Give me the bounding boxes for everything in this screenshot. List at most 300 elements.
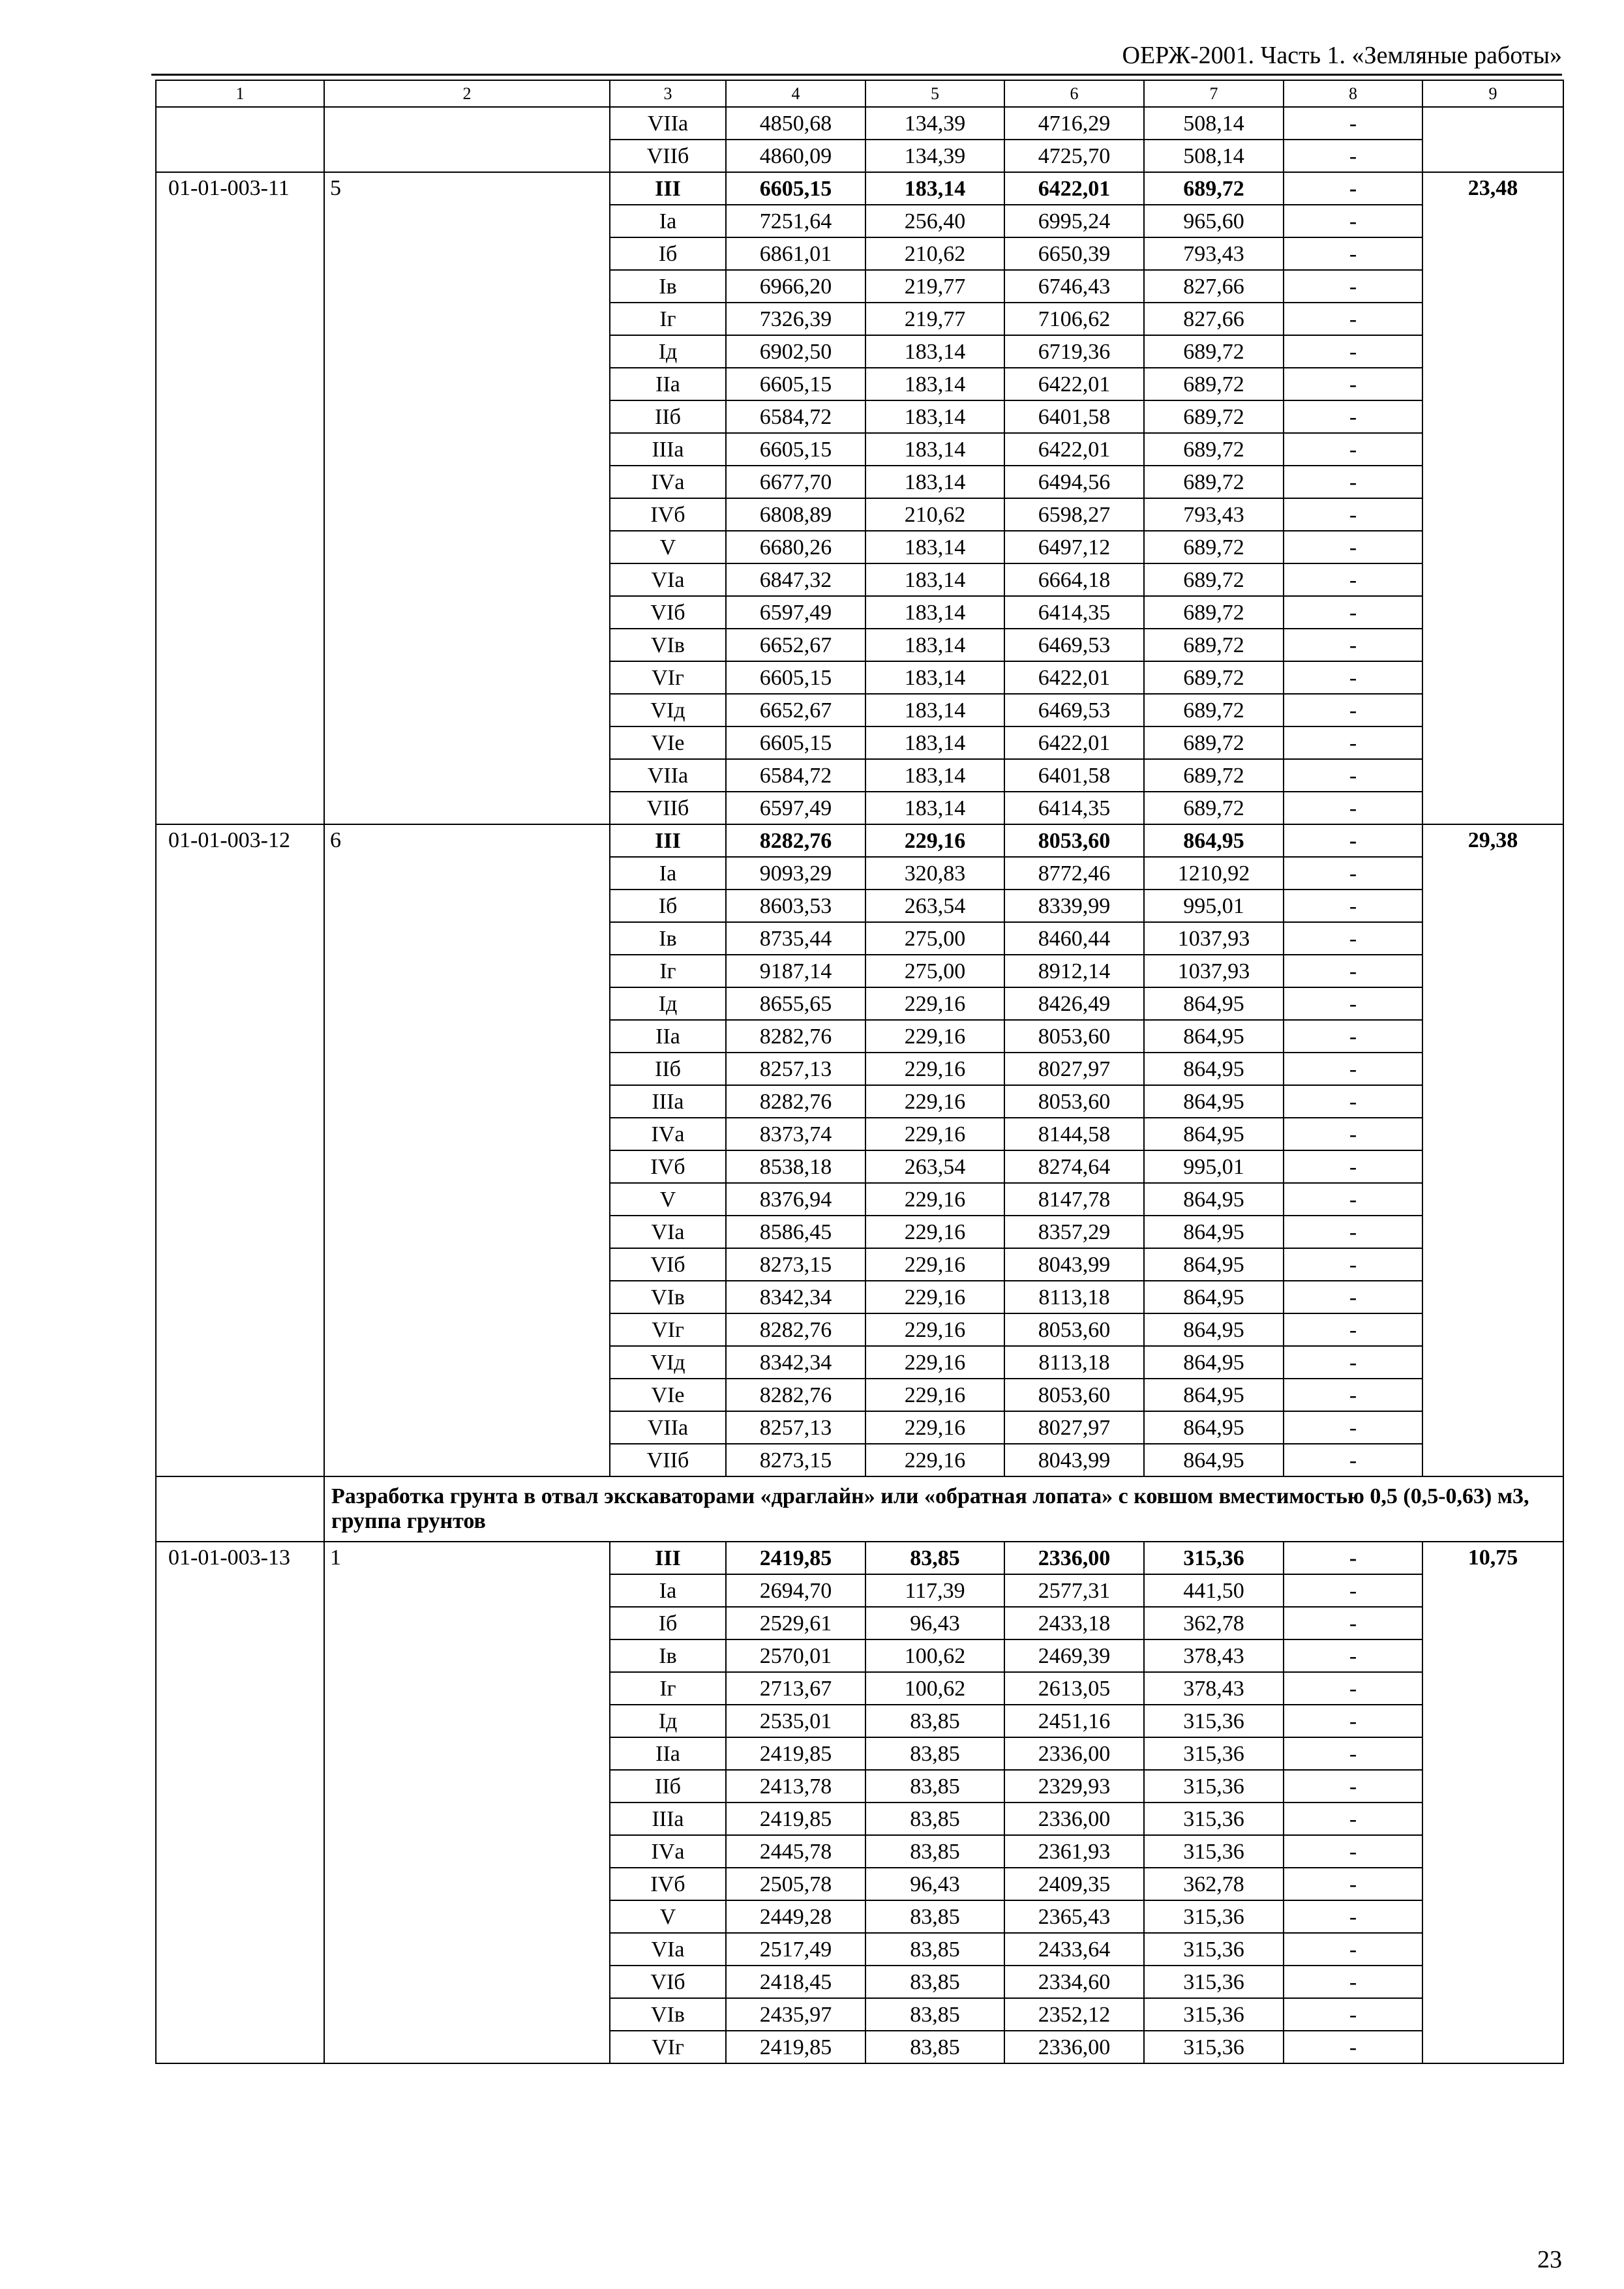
wages-cell: 229,16 xyxy=(865,1053,1004,1085)
column-number: 5 xyxy=(865,80,1004,107)
soil-group-cell: Iг xyxy=(610,955,726,987)
table-row xyxy=(156,824,1563,857)
materials-cell: - xyxy=(1284,237,1422,270)
machine-cost-cell: 2433,18 xyxy=(1004,1607,1144,1639)
operator-wages-cell: 689,72 xyxy=(1144,759,1284,792)
wages-cell: 83,85 xyxy=(865,1933,1004,1966)
wages-cell: 134,39 xyxy=(865,140,1004,172)
total-cost-cell: 8603,53 xyxy=(726,890,865,922)
machine-cost-cell: 6401,58 xyxy=(1004,400,1144,433)
total-cost-cell: 6605,15 xyxy=(726,433,865,466)
soil-group-cell: VIб xyxy=(610,1966,726,1998)
total-cost-cell: 4860,09 xyxy=(726,140,865,172)
materials-cell: - xyxy=(1284,1933,1422,1966)
operator-wages-cell: 315,36 xyxy=(1144,1900,1284,1933)
soil-group-cell: IVа xyxy=(610,1118,726,1150)
total-cost-cell: 6584,72 xyxy=(726,759,865,792)
operator-wages-cell: 995,01 xyxy=(1144,890,1284,922)
machine-cost-cell: 8144,58 xyxy=(1004,1118,1144,1150)
machine-cost-cell: 2433,64 xyxy=(1004,1933,1144,1966)
operator-wages-cell: 508,14 xyxy=(1144,140,1284,172)
machine-cost-cell: 2336,00 xyxy=(1004,2031,1144,2063)
soil-group-cell: VIг xyxy=(610,1313,726,1346)
soil-group-cell: V xyxy=(610,1900,726,1933)
materials-cell: - xyxy=(1284,1966,1422,1998)
materials-cell: - xyxy=(1284,1085,1422,1118)
wages-cell: 210,62 xyxy=(865,237,1004,270)
wages-cell: 183,14 xyxy=(865,466,1004,498)
soil-group-cell: Iв xyxy=(610,1639,726,1672)
total-cost-cell: 6597,49 xyxy=(726,792,865,824)
total-cost-cell: 6677,70 xyxy=(726,466,865,498)
operator-wages-cell: 689,72 xyxy=(1144,335,1284,368)
machine-cost-cell: 2451,16 xyxy=(1004,1705,1144,1737)
machine-cost-cell: 6497,12 xyxy=(1004,531,1144,563)
machine-cost-cell: 2336,00 xyxy=(1004,1542,1144,1574)
wages-cell: 96,43 xyxy=(865,1868,1004,1900)
operator-wages-cell: 864,95 xyxy=(1144,1346,1284,1379)
operator-wages-cell: 864,95 xyxy=(1144,1216,1284,1248)
soil-group-cell: VIIа xyxy=(610,1411,726,1444)
machine-cost-cell: 6469,53 xyxy=(1004,629,1144,661)
machine-cost-cell: 6719,36 xyxy=(1004,335,1144,368)
machine-cost-cell: 8357,29 xyxy=(1004,1216,1144,1248)
wages-cell: 219,77 xyxy=(865,270,1004,303)
soil-group-cell: Iа xyxy=(610,205,726,237)
soil-group-cell: VIв xyxy=(610,1998,726,2031)
total-cost-cell: 6652,67 xyxy=(726,694,865,726)
operator-wages-cell: 508,14 xyxy=(1144,107,1284,140)
operator-wages-cell: 689,72 xyxy=(1144,661,1284,694)
wages-cell: 83,85 xyxy=(865,1900,1004,1933)
soil-group-cell: Iб xyxy=(610,890,726,922)
soil-group-cell: Iв xyxy=(610,270,726,303)
wages-cell: 263,54 xyxy=(865,1150,1004,1183)
total-cost-cell: 2419,85 xyxy=(726,1542,865,1574)
machine-cost-cell: 8274,64 xyxy=(1004,1150,1144,1183)
machine-cost-cell: 7106,62 xyxy=(1004,303,1144,335)
wages-cell: 183,14 xyxy=(865,792,1004,824)
soil-group-cell: V xyxy=(610,531,726,563)
materials-cell: - xyxy=(1284,1705,1422,1737)
labor-cost-cell: 23,48 xyxy=(1422,172,1563,824)
total-cost-cell: 8273,15 xyxy=(726,1444,865,1476)
rate-code: 01-01-003-12 xyxy=(156,824,324,1476)
page-number: 23 xyxy=(1537,2246,1562,2273)
machine-cost-cell: 6469,53 xyxy=(1004,694,1144,726)
rate-code xyxy=(156,107,324,172)
machine-cost-cell: 4716,29 xyxy=(1004,107,1144,140)
materials-cell: - xyxy=(1284,596,1422,629)
wages-cell: 83,85 xyxy=(865,1705,1004,1737)
rate-parameter: 1 xyxy=(324,1542,610,2063)
page-header-title: ОЕРЖ-2001. Часть 1. «Земляные работы» xyxy=(1122,42,1562,69)
materials-cell: - xyxy=(1284,1346,1422,1379)
total-cost-cell: 8282,76 xyxy=(726,824,865,857)
total-cost-cell: 8282,76 xyxy=(726,1085,865,1118)
column-number: 6 xyxy=(1004,80,1144,107)
materials-cell: - xyxy=(1284,824,1422,857)
operator-wages-cell: 689,72 xyxy=(1144,172,1284,205)
operator-wages-cell: 864,95 xyxy=(1144,1379,1284,1411)
materials-cell: - xyxy=(1284,303,1422,335)
wages-cell: 229,16 xyxy=(865,1248,1004,1281)
operator-wages-cell: 864,95 xyxy=(1144,1118,1284,1150)
rate-parameter: 5 xyxy=(324,172,610,824)
operator-wages-cell: 362,78 xyxy=(1144,1607,1284,1639)
total-cost-cell: 8655,65 xyxy=(726,987,865,1020)
materials-cell: - xyxy=(1284,466,1422,498)
labor-cost-cell: 10,75 xyxy=(1422,1542,1563,2063)
wages-cell: 210,62 xyxy=(865,498,1004,531)
operator-wages-cell: 689,72 xyxy=(1144,563,1284,596)
machine-cost-cell: 2365,43 xyxy=(1004,1900,1144,1933)
total-cost-cell: 2435,97 xyxy=(726,1998,865,2031)
total-cost-cell: 2570,01 xyxy=(726,1639,865,1672)
total-cost-cell: 8282,76 xyxy=(726,1379,865,1411)
total-cost-cell: 8282,76 xyxy=(726,1313,865,1346)
materials-cell: - xyxy=(1284,140,1422,172)
total-cost-cell: 6902,50 xyxy=(726,335,865,368)
machine-cost-cell: 2334,60 xyxy=(1004,1966,1144,1998)
machine-cost-cell: 2361,93 xyxy=(1004,1835,1144,1868)
operator-wages-cell: 864,95 xyxy=(1144,1411,1284,1444)
materials-cell: - xyxy=(1284,890,1422,922)
soil-group-cell: IVа xyxy=(610,466,726,498)
materials-cell: - xyxy=(1284,498,1422,531)
machine-cost-cell: 6746,43 xyxy=(1004,270,1144,303)
operator-wages-cell: 864,95 xyxy=(1144,1183,1284,1216)
machine-cost-cell: 2469,39 xyxy=(1004,1639,1144,1672)
materials-cell: - xyxy=(1284,857,1422,890)
wages-cell: 229,16 xyxy=(865,1085,1004,1118)
operator-wages-cell: 864,95 xyxy=(1144,1444,1284,1476)
operator-wages-cell: 864,95 xyxy=(1144,1281,1284,1313)
wages-cell: 229,16 xyxy=(865,1281,1004,1313)
soil-group-cell: Iа xyxy=(610,857,726,890)
rate-parameter: 6 xyxy=(324,824,610,1476)
total-cost-cell: 6605,15 xyxy=(726,172,865,205)
materials-cell: - xyxy=(1284,1020,1422,1053)
wages-cell: 183,14 xyxy=(865,596,1004,629)
wages-cell: 229,16 xyxy=(865,1411,1004,1444)
wages-cell: 83,85 xyxy=(865,1770,1004,1803)
machine-cost-cell: 8426,49 xyxy=(1004,987,1144,1020)
total-cost-cell: 6861,01 xyxy=(726,237,865,270)
rates-table xyxy=(155,80,1564,2064)
materials-cell: - xyxy=(1284,694,1422,726)
total-cost-cell: 6847,32 xyxy=(726,563,865,596)
total-cost-cell: 6605,15 xyxy=(726,661,865,694)
materials-cell: - xyxy=(1284,759,1422,792)
materials-cell: - xyxy=(1284,1803,1422,1835)
wages-cell: 263,54 xyxy=(865,890,1004,922)
operator-wages-cell: 315,36 xyxy=(1144,1770,1284,1803)
table-row xyxy=(156,172,1563,205)
total-cost-cell: 6680,26 xyxy=(726,531,865,563)
machine-cost-cell: 4725,70 xyxy=(1004,140,1144,172)
soil-group-cell: IVб xyxy=(610,1150,726,1183)
wages-cell: 256,40 xyxy=(865,205,1004,237)
machine-cost-cell: 2329,93 xyxy=(1004,1770,1144,1803)
column-number: 9 xyxy=(1422,80,1563,107)
operator-wages-cell: 689,72 xyxy=(1144,531,1284,563)
column-number: 3 xyxy=(610,80,726,107)
total-cost-cell: 6808,89 xyxy=(726,498,865,531)
soil-group-cell: IIIа xyxy=(610,433,726,466)
materials-cell: - xyxy=(1284,1542,1422,1574)
soil-group-cell: VIIб xyxy=(610,1444,726,1476)
machine-cost-cell: 8027,97 xyxy=(1004,1053,1144,1085)
rate-code: 01-01-003-11 xyxy=(156,172,324,824)
total-cost-cell: 9187,14 xyxy=(726,955,865,987)
machine-cost-cell: 8053,60 xyxy=(1004,1313,1144,1346)
soil-group-cell: VIIб xyxy=(610,792,726,824)
soil-group-cell: IIб xyxy=(610,1770,726,1803)
machine-cost-cell: 6422,01 xyxy=(1004,661,1144,694)
soil-group-cell: IVа xyxy=(610,1835,726,1868)
machine-cost-cell: 6664,18 xyxy=(1004,563,1144,596)
materials-cell: - xyxy=(1284,661,1422,694)
total-cost-cell: 8735,44 xyxy=(726,922,865,955)
materials-cell: - xyxy=(1284,1216,1422,1248)
labor-cost-cell xyxy=(1422,107,1563,172)
section-heading-row xyxy=(156,1476,1563,1542)
soil-group-cell: VIб xyxy=(610,596,726,629)
total-cost-cell: 2445,78 xyxy=(726,1835,865,1868)
total-cost-cell: 6966,20 xyxy=(726,270,865,303)
materials-cell: - xyxy=(1284,368,1422,400)
machine-cost-cell: 6414,35 xyxy=(1004,792,1144,824)
soil-group-cell: VIе xyxy=(610,726,726,759)
materials-cell: - xyxy=(1284,1737,1422,1770)
total-cost-cell: 9093,29 xyxy=(726,857,865,890)
machine-cost-cell: 6995,24 xyxy=(1004,205,1144,237)
wages-cell: 229,16 xyxy=(865,1183,1004,1216)
materials-cell: - xyxy=(1284,433,1422,466)
materials-cell: - xyxy=(1284,726,1422,759)
total-cost-cell: 8538,18 xyxy=(726,1150,865,1183)
materials-cell: - xyxy=(1284,1835,1422,1868)
soil-group-cell: IVб xyxy=(610,498,726,531)
materials-cell: - xyxy=(1284,1444,1422,1476)
machine-cost-cell: 6401,58 xyxy=(1004,759,1144,792)
section-code-cell xyxy=(156,1476,324,1542)
machine-cost-cell: 8043,99 xyxy=(1004,1248,1144,1281)
materials-cell: - xyxy=(1284,1183,1422,1216)
total-cost-cell: 2505,78 xyxy=(726,1868,865,1900)
wages-cell: 229,16 xyxy=(865,1444,1004,1476)
materials-cell: - xyxy=(1284,1639,1422,1672)
soil-group-cell: VIд xyxy=(610,1346,726,1379)
materials-cell: - xyxy=(1284,1770,1422,1803)
column-number-row xyxy=(156,80,1563,107)
column-number: 8 xyxy=(1284,80,1422,107)
materials-cell: - xyxy=(1284,955,1422,987)
wages-cell: 183,14 xyxy=(865,531,1004,563)
wages-cell: 229,16 xyxy=(865,1313,1004,1346)
operator-wages-cell: 827,66 xyxy=(1144,270,1284,303)
machine-cost-cell: 8113,18 xyxy=(1004,1346,1144,1379)
wages-cell: 83,85 xyxy=(865,1998,1004,2031)
materials-cell: - xyxy=(1284,792,1422,824)
soil-group-cell: III xyxy=(610,1542,726,1574)
soil-group-cell: IIIа xyxy=(610,1085,726,1118)
materials-cell: - xyxy=(1284,1900,1422,1933)
wages-cell: 117,39 xyxy=(865,1574,1004,1607)
materials-cell: - xyxy=(1284,531,1422,563)
total-cost-cell: 8273,15 xyxy=(726,1248,865,1281)
wages-cell: 229,16 xyxy=(865,824,1004,857)
machine-cost-cell: 8147,78 xyxy=(1004,1183,1144,1216)
total-cost-cell: 2419,85 xyxy=(726,2031,865,2063)
operator-wages-cell: 689,72 xyxy=(1144,466,1284,498)
materials-cell: - xyxy=(1284,1574,1422,1607)
total-cost-cell: 2529,61 xyxy=(726,1607,865,1639)
operator-wages-cell: 689,72 xyxy=(1144,368,1284,400)
operator-wages-cell: 864,95 xyxy=(1144,1313,1284,1346)
materials-cell: - xyxy=(1284,1248,1422,1281)
operator-wages-cell: 378,43 xyxy=(1144,1639,1284,1672)
machine-cost-cell: 2336,00 xyxy=(1004,1737,1144,1770)
table-row xyxy=(156,1542,1563,1574)
total-cost-cell: 6605,15 xyxy=(726,726,865,759)
operator-wages-cell: 793,43 xyxy=(1144,237,1284,270)
operator-wages-cell: 441,50 xyxy=(1144,1574,1284,1607)
operator-wages-cell: 315,36 xyxy=(1144,1835,1284,1868)
wages-cell: 229,16 xyxy=(865,987,1004,1020)
machine-cost-cell: 8043,99 xyxy=(1004,1444,1144,1476)
soil-group-cell: IIб xyxy=(610,1053,726,1085)
soil-group-cell: Iд xyxy=(610,335,726,368)
materials-cell: - xyxy=(1284,1150,1422,1183)
operator-wages-cell: 827,66 xyxy=(1144,303,1284,335)
machine-cost-cell: 8339,99 xyxy=(1004,890,1144,922)
total-cost-cell: 8586,45 xyxy=(726,1216,865,1248)
soil-group-cell: IIа xyxy=(610,368,726,400)
machine-cost-cell: 8053,60 xyxy=(1004,1020,1144,1053)
materials-cell: - xyxy=(1284,563,1422,596)
machine-cost-cell: 6422,01 xyxy=(1004,433,1144,466)
machine-cost-cell: 8053,60 xyxy=(1004,1379,1144,1411)
soil-group-cell: Iд xyxy=(610,1705,726,1737)
wages-cell: 183,14 xyxy=(865,661,1004,694)
soil-group-cell: VIа xyxy=(610,1216,726,1248)
total-cost-cell: 2517,49 xyxy=(726,1933,865,1966)
operator-wages-cell: 689,72 xyxy=(1144,726,1284,759)
materials-cell: - xyxy=(1284,922,1422,955)
wages-cell: 229,16 xyxy=(865,1346,1004,1379)
total-cost-cell: 8257,13 xyxy=(726,1411,865,1444)
operator-wages-cell: 995,01 xyxy=(1144,1150,1284,1183)
wages-cell: 183,14 xyxy=(865,172,1004,205)
operator-wages-cell: 315,36 xyxy=(1144,2031,1284,2063)
soil-group-cell: VIе xyxy=(610,1379,726,1411)
materials-cell: - xyxy=(1284,1411,1422,1444)
operator-wages-cell: 315,36 xyxy=(1144,1933,1284,1966)
operator-wages-cell: 689,72 xyxy=(1144,433,1284,466)
wages-cell: 183,14 xyxy=(865,335,1004,368)
wages-cell: 183,14 xyxy=(865,563,1004,596)
total-cost-cell: 6597,49 xyxy=(726,596,865,629)
total-cost-cell: 8257,13 xyxy=(726,1053,865,1085)
total-cost-cell: 8342,34 xyxy=(726,1281,865,1313)
operator-wages-cell: 1210,92 xyxy=(1144,857,1284,890)
machine-cost-cell: 2352,12 xyxy=(1004,1998,1144,2031)
total-cost-cell: 2418,45 xyxy=(726,1966,865,1998)
machine-cost-cell: 2409,35 xyxy=(1004,1868,1144,1900)
soil-group-cell: VIIб xyxy=(610,140,726,172)
table-row xyxy=(156,107,1563,140)
column-number: 2 xyxy=(324,80,610,107)
wages-cell: 83,85 xyxy=(865,1966,1004,1998)
operator-wages-cell: 378,43 xyxy=(1144,1672,1284,1705)
wages-cell: 183,14 xyxy=(865,759,1004,792)
total-cost-cell: 2535,01 xyxy=(726,1705,865,1737)
materials-cell: - xyxy=(1284,1281,1422,1313)
machine-cost-cell: 8027,97 xyxy=(1004,1411,1144,1444)
operator-wages-cell: 689,72 xyxy=(1144,792,1284,824)
soil-group-cell: VIв xyxy=(610,629,726,661)
wages-cell: 275,00 xyxy=(865,955,1004,987)
soil-group-cell: Iг xyxy=(610,303,726,335)
materials-cell: - xyxy=(1284,1053,1422,1085)
machine-cost-cell: 6494,56 xyxy=(1004,466,1144,498)
column-number: 4 xyxy=(726,80,865,107)
column-number: 7 xyxy=(1144,80,1284,107)
soil-group-cell: IIб xyxy=(610,400,726,433)
operator-wages-cell: 864,95 xyxy=(1144,1085,1284,1118)
total-cost-cell: 7251,64 xyxy=(726,205,865,237)
wages-cell: 229,16 xyxy=(865,1118,1004,1150)
materials-cell: - xyxy=(1284,1998,1422,2031)
operator-wages-cell: 965,60 xyxy=(1144,205,1284,237)
soil-group-cell: III xyxy=(610,824,726,857)
soil-group-cell: IVб xyxy=(610,1868,726,1900)
soil-group-cell: Iа xyxy=(610,1574,726,1607)
materials-cell: - xyxy=(1284,205,1422,237)
materials-cell: - xyxy=(1284,1607,1422,1639)
machine-cost-cell: 6422,01 xyxy=(1004,368,1144,400)
operator-wages-cell: 315,36 xyxy=(1144,1998,1284,2031)
soil-group-cell: IIа xyxy=(610,1020,726,1053)
wages-cell: 83,85 xyxy=(865,1803,1004,1835)
operator-wages-cell: 315,36 xyxy=(1144,1803,1284,1835)
total-cost-cell: 6605,15 xyxy=(726,368,865,400)
machine-cost-cell: 8053,60 xyxy=(1004,824,1144,857)
section-heading: Разработка грунта в отвал экскаваторами «драглайн» или «обратная лопата» с ковшом вместимостью 0,5 (0,5-0,63) м3, группа грунтов xyxy=(324,1476,1563,1542)
total-cost-cell: 2413,78 xyxy=(726,1770,865,1803)
machine-cost-cell: 8460,44 xyxy=(1004,922,1144,955)
wages-cell: 229,16 xyxy=(865,1216,1004,1248)
materials-cell: - xyxy=(1284,335,1422,368)
soil-group-cell: Iг xyxy=(610,1672,726,1705)
materials-cell: - xyxy=(1284,1672,1422,1705)
wages-cell: 100,62 xyxy=(865,1639,1004,1672)
column-number: 1 xyxy=(156,80,324,107)
operator-wages-cell: 315,36 xyxy=(1144,1966,1284,1998)
header-rule xyxy=(151,74,1562,76)
operator-wages-cell: 864,95 xyxy=(1144,1020,1284,1053)
operator-wages-cell: 1037,93 xyxy=(1144,922,1284,955)
materials-cell: - xyxy=(1284,987,1422,1020)
rate-parameter xyxy=(324,107,610,172)
wages-cell: 229,16 xyxy=(865,1020,1004,1053)
soil-group-cell: IIIа xyxy=(610,1803,726,1835)
machine-cost-cell: 2577,31 xyxy=(1004,1574,1144,1607)
operator-wages-cell: 864,95 xyxy=(1144,824,1284,857)
materials-cell: - xyxy=(1284,172,1422,205)
